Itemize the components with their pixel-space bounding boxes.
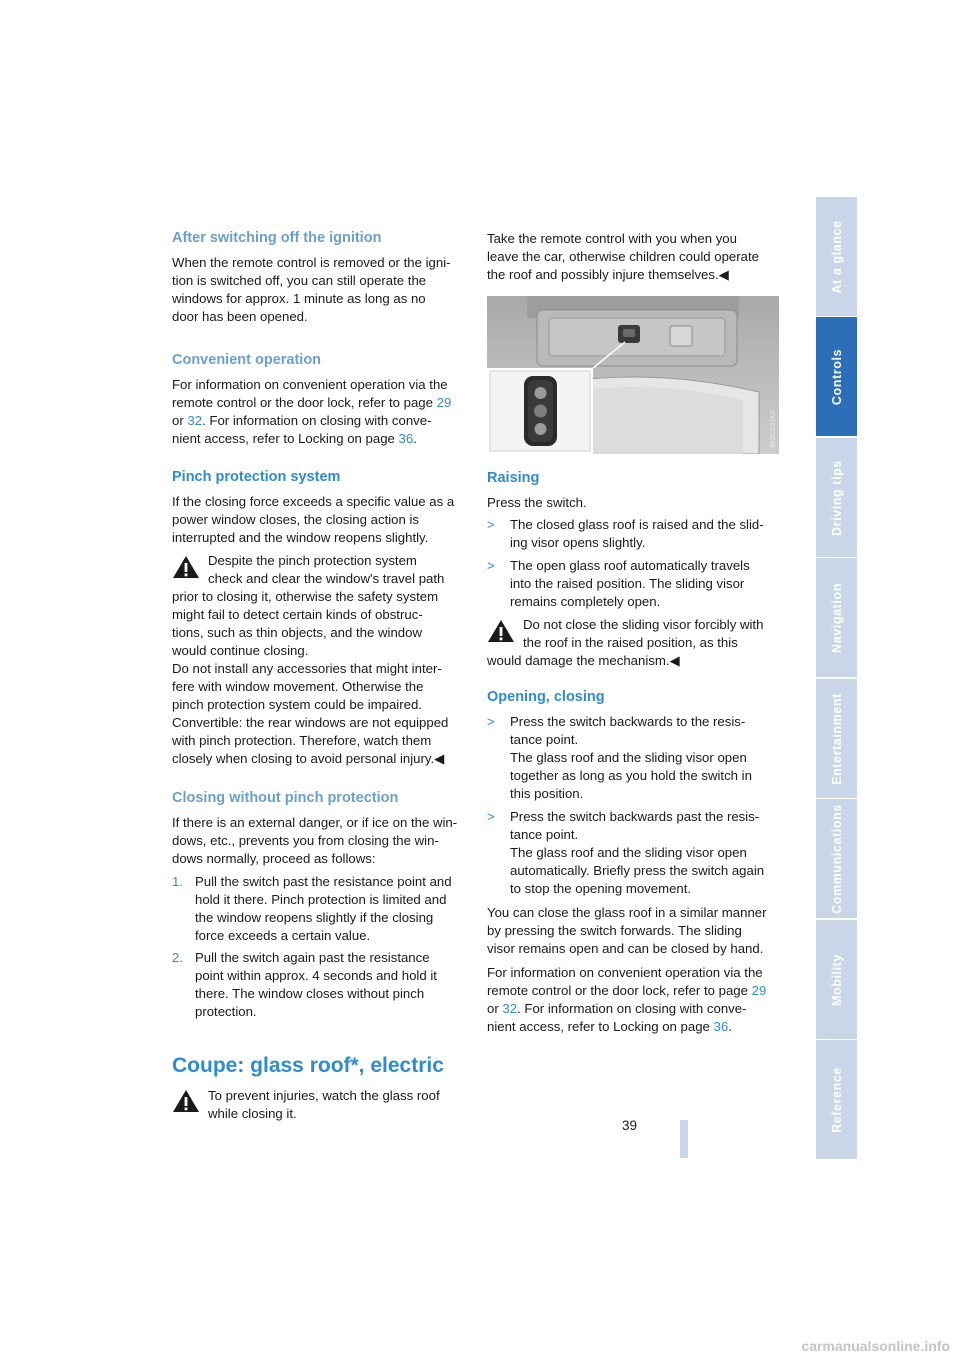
warning-glass-roof: To prevent injuries, watch the glass roof while closing it. <box>172 1087 464 1123</box>
tab-communications[interactable]: Communications <box>816 799 857 918</box>
page-link-32[interactable]: 32 <box>187 413 203 428</box>
paragraph-close-roof: You can close the glass roof in a similar manner by pressing the switch forwards. The sliding visor remains open and can be closed by hand. <box>487 905 767 956</box>
paragraph-convenient-operation-roof: For information on convenient operation via the remote control or the door lock, refer to page 29 or 32. For information on closing with conve- nient access, refer to Locking on page 36. <box>487 965 767 1034</box>
list-item: > The closed glass roof is raised and the slid- ing visor opens slightly. <box>487 517 764 550</box>
warning-triangle-icon <box>487 619 515 643</box>
roof-console-illustration <box>487 296 779 454</box>
paragraph-pinch-protection: If the closing force exceeds a specific value as a power window closes, the closing action is interrupted and the window reopens slightly. <box>172 494 455 545</box>
tab-entertainment[interactable]: Entertainment <box>816 679 857 798</box>
heading-closing-without-pinch: Closing without pinch protection <box>172 790 399 806</box>
heading-convenient-operation: Convenient operation <box>172 352 322 368</box>
heading-glass-roof: Coupe: glass roof*, electric <box>172 1054 444 1077</box>
list-item: > The open glass roof automatically travels into the raised position. The sliding visor remains completely open. <box>487 558 750 609</box>
paragraph-convenient-operation: For information on convenient operation via the remote control or the door lock, refer to page 29 or 32. For information on closing with conve- nient access, refer to Locking on page 36. <box>172 377 452 446</box>
tab-controls[interactable]: Controls <box>816 317 857 436</box>
paragraph-closing-without-pinch: If there is an external danger, or if ice on the win- dows, etc., prevents you from closing the win- dows normally, proceed as follows: <box>172 815 458 866</box>
tab-at-a-glance[interactable]: At a glance <box>816 197 857 316</box>
warning-triangle-icon <box>172 555 200 579</box>
paragraph-after-ignition: When the remote control is removed or the igni- tion is switched off, you can still operate the windows for approx. 1 minute as long as no door has been opened. <box>172 255 451 324</box>
page-link-29[interactable]: 29 <box>436 395 452 410</box>
tab-navigation[interactable]: Navigation <box>816 558 857 677</box>
list-item: 1. Pull the switch past the resistance point and hold it there. Pinch protection is limited and the window reopens slightly if the closing force exceeds a certain value. <box>172 874 452 943</box>
page-link-36[interactable]: 36 <box>713 1019 729 1034</box>
warning-triangle-icon <box>172 1089 200 1113</box>
paragraph-remote-control-warning: Take the remote control with you when you leave the car, otherwise children could operate the roof and possibly injure themselves.◀ <box>487 231 759 282</box>
page-link-29[interactable]: 29 <box>751 983 767 998</box>
chapter-tabs <box>816 197 857 1160</box>
list-item: > Press the switch backwards past the resis- tance point. The glass roof and the sliding visor open automatically. Briefly press the switch again to stop the opening movement. <box>487 809 765 896</box>
photo-code: W2C05IAE <box>770 409 777 448</box>
page-link-32[interactable]: 32 <box>502 1001 518 1016</box>
page-number-bar <box>680 1120 688 1158</box>
heading-pinch-protection: Pinch protection system <box>172 469 341 485</box>
warning-pinch-protection: Despite the pinch protection system check and clear the window's travel path prior to closing it, otherwise the safety system might fail to detect certain kinds of obstruc- tions, such as thin objects, and the window would continue closing. Do not install any accessories that might inter- fere with window movement. Otherwise the pinch protection system could be impaired. Convertible: the rear windows are not equipped with pinch protection. Therefore, watch them closely when closing to avoid personal injury.◀ <box>172 553 449 766</box>
roof-switch-photo <box>487 296 779 454</box>
left-column <box>172 228 464 1123</box>
warning-sliding-visor: Do not close the sliding visor forcibly with the roof in the raised position, as this would damage the mechanism.◀ <box>487 617 764 668</box>
tab-driving-tips[interactable]: Driving tips <box>816 438 857 557</box>
right-column <box>487 230 779 1036</box>
heading-after-ignition: After switching off the ignition <box>172 230 382 246</box>
list-item: > Press the switch backwards to the resis- tance point. The glass roof and the sliding visor open together as long as you hold the switch in this position. <box>487 714 752 801</box>
paragraph-raising: Press the switch. <box>487 495 587 510</box>
tab-reference[interactable]: Reference <box>816 1040 857 1159</box>
list-item: 2. Pull the switch again past the resistance point within approx. 4 seconds and hold it there. The window closes without pinch protection. <box>172 950 437 1019</box>
page-number: 39 <box>622 1118 638 1133</box>
tab-mobility[interactable]: Mobility <box>816 920 857 1039</box>
heading-opening-closing: Opening, closing <box>487 689 605 705</box>
page-link-36[interactable]: 36 <box>398 431 414 446</box>
watermark: carmanualsonline.info <box>801 1338 950 1354</box>
heading-raising: Raising <box>487 470 540 486</box>
